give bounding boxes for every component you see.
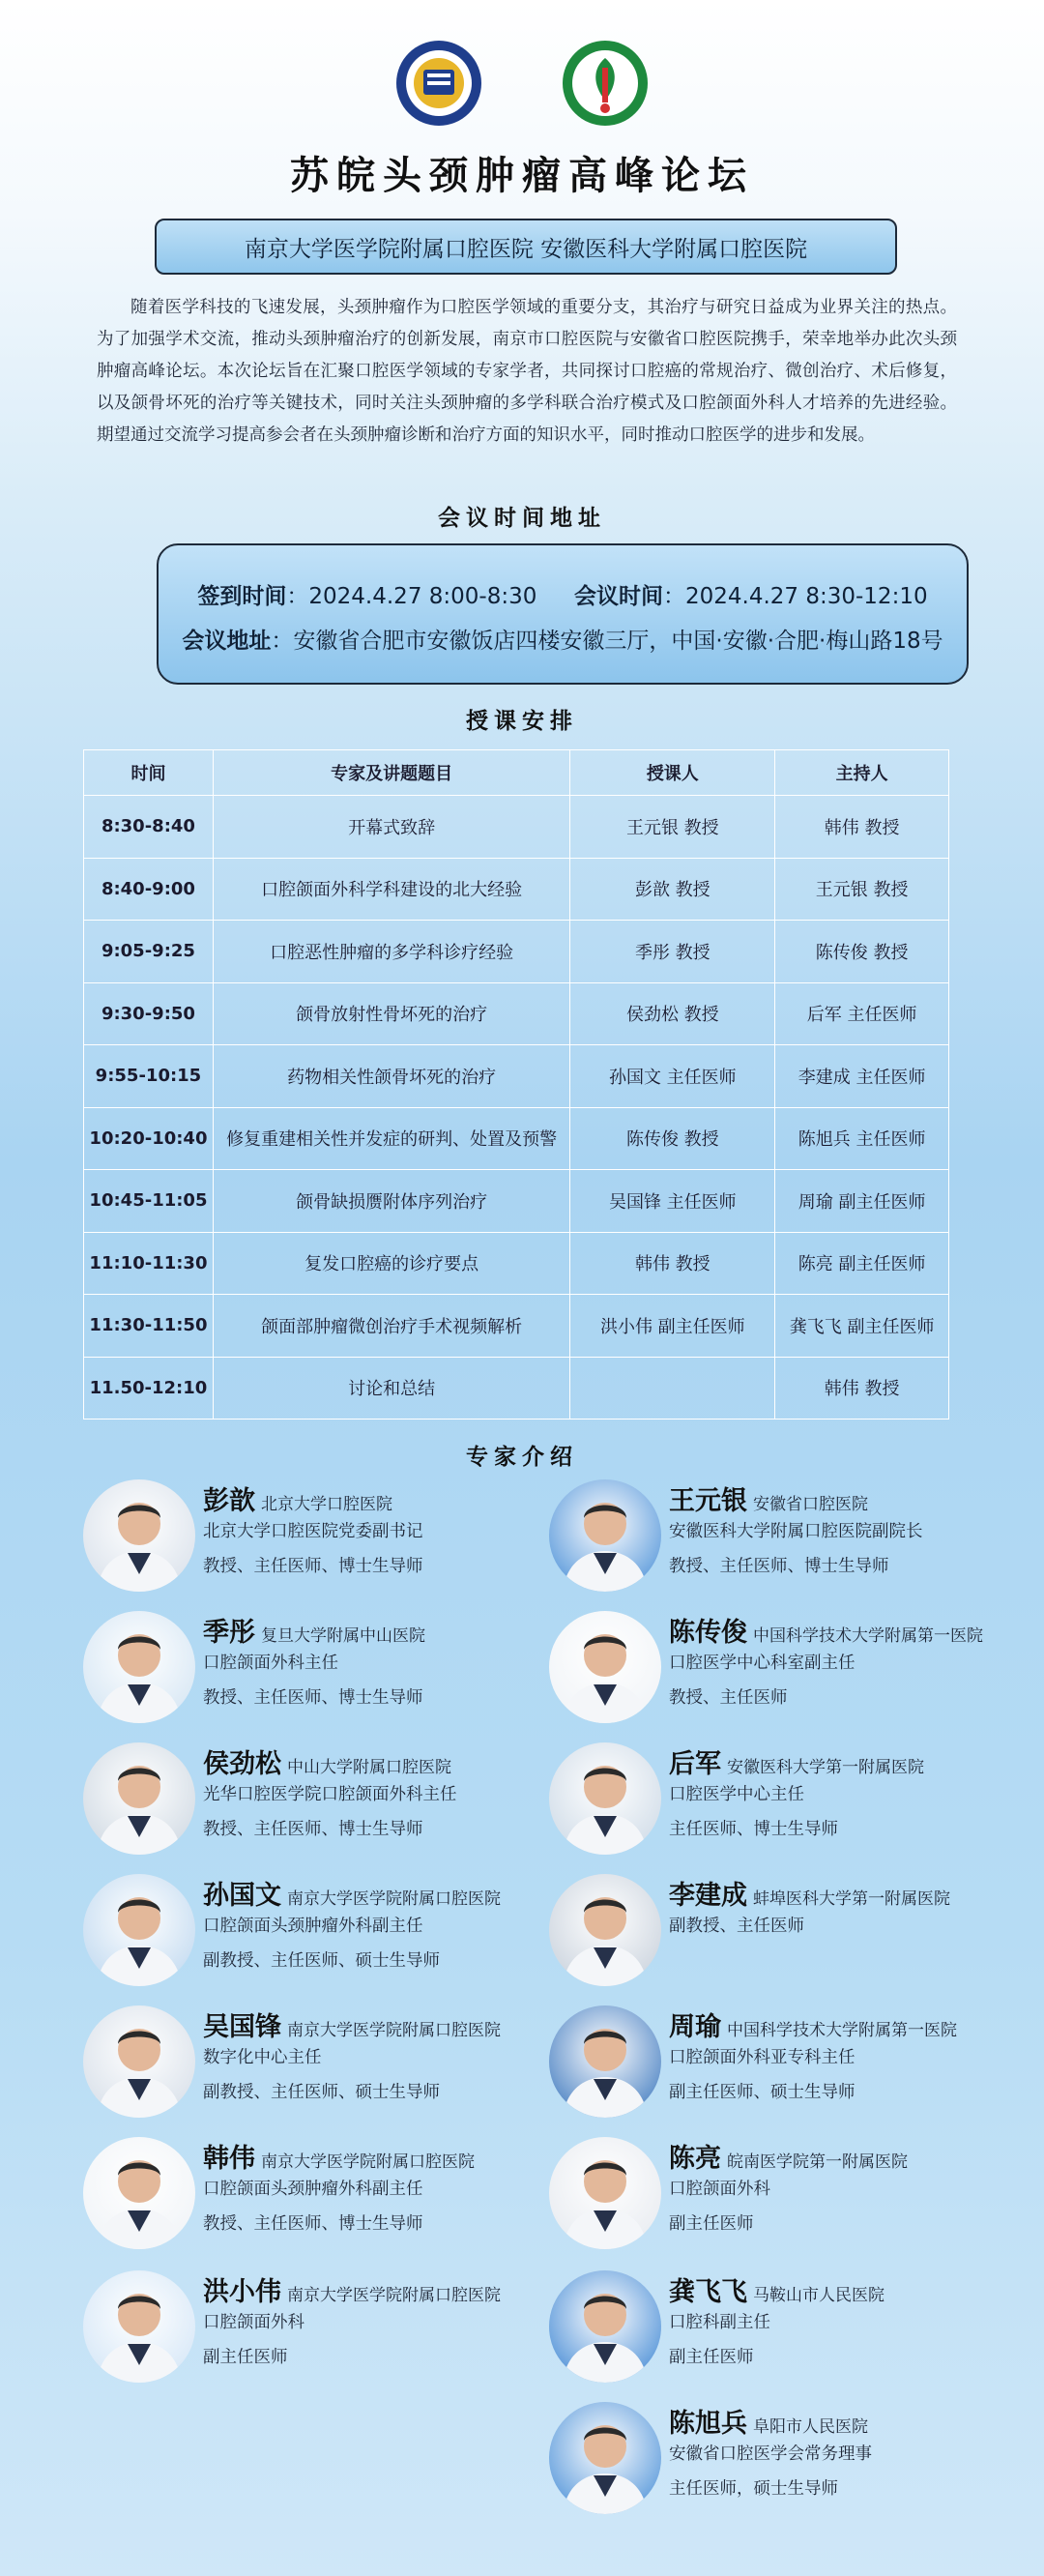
avatar xyxy=(83,1611,195,1723)
cell-host: 陈亮 副主任医师 xyxy=(775,1232,949,1295)
cell-time: 9:55-10:15 xyxy=(84,1045,214,1108)
expert-title: 安徽医科大学附属口腔医院副院长 xyxy=(669,1522,923,1541)
avatar xyxy=(549,1611,661,1723)
cell-host: 陈旭兵 主任医师 xyxy=(775,1107,949,1170)
expert-name: 周瑜 xyxy=(669,2012,721,2042)
cell-speaker: 王元银 教授 xyxy=(570,796,775,859)
expert-hospital: 皖南医学院第一附属医院 xyxy=(727,2152,908,2172)
expert-hospital: 安徽医科大学第一附属医院 xyxy=(727,1758,924,1777)
table-row xyxy=(84,1170,949,1233)
expert-name: 洪小伟 xyxy=(203,2277,281,2307)
avatar xyxy=(549,2402,661,2514)
expert-title: 安徽省口腔医学会常务理事 xyxy=(669,2444,872,2464)
expert-rank: 教授、主任医师 xyxy=(669,1688,788,1708)
cell-topic: 复发口腔癌的诊疗要点 xyxy=(213,1232,570,1295)
cell-host: 韩伟 教授 xyxy=(775,796,949,859)
cell-speaker: 孙国文 主任医师 xyxy=(570,1045,775,1108)
expert-name: 季彤 xyxy=(203,1618,255,1648)
expert-rank: 副主任医师、硕士生导师 xyxy=(669,2083,856,2102)
expert-rank: 副教授、主任医师、硕士生导师 xyxy=(203,2083,440,2102)
expert-rank: 副主任医师 xyxy=(669,2348,754,2367)
expert-card xyxy=(549,1742,1013,1859)
expert-hospital: 南京大学医学院附属口腔医院 xyxy=(287,2286,501,2305)
expert-hospital: 北京大学口腔医院 xyxy=(261,1495,392,1514)
header-topic: 专家及讲题题目 xyxy=(213,750,570,796)
cell-time: 9:05-9:25 xyxy=(84,921,214,983)
table-row xyxy=(84,1295,949,1358)
expert-card xyxy=(549,2137,1013,2253)
meeting-section-title: 会议时间地址 xyxy=(438,505,606,531)
expert-hospital: 中山大学附属口腔医院 xyxy=(287,1758,451,1777)
meeting-time-line xyxy=(159,574,967,619)
cell-speaker: 吴国锋 主任医师 xyxy=(570,1170,775,1233)
expert-hospital: 南京大学医学院附属口腔医院 xyxy=(287,2021,501,2040)
cell-topic: 开幕式致辞 xyxy=(213,796,570,859)
table-row xyxy=(84,1045,949,1108)
expert-title: 口腔科副主任 xyxy=(669,2313,770,2332)
avatar xyxy=(549,2005,661,2118)
expert-rank: 教授、主任医师、博士生导师 xyxy=(669,1557,889,1576)
time-value: ：2024.4.27 8:30-12:10 xyxy=(662,584,928,609)
experts-section-title: 专家介绍 xyxy=(466,1444,578,1470)
expert-card xyxy=(549,2402,1013,2518)
avatar xyxy=(549,1874,661,1986)
avatar xyxy=(83,1742,195,1855)
cell-topic: 颌骨放射性骨坏死的治疗 xyxy=(213,982,570,1045)
cell-topic: 口腔恶性肿瘤的多学科诊疗经验 xyxy=(213,921,570,983)
cell-speaker: 洪小伟 副主任医师 xyxy=(570,1295,775,1358)
meeting-address-line xyxy=(159,619,967,663)
addr-label: 会议地址 xyxy=(182,629,272,654)
cell-time: 8:30-8:40 xyxy=(84,796,214,859)
expert-name: 陈旭兵 xyxy=(669,2409,747,2439)
table-row xyxy=(84,1232,949,1295)
cell-time: 8:40-9:00 xyxy=(84,858,214,921)
expert-card xyxy=(83,1742,547,1859)
cell-time: 9:30-9:50 xyxy=(84,982,214,1045)
cell-speaker: 韩伟 教授 xyxy=(570,1232,775,1295)
avatar xyxy=(549,2270,661,2383)
cell-time: 11:30-11:50 xyxy=(84,1295,214,1358)
avatar xyxy=(83,1874,195,1986)
expert-rank: 教授、主任医师、博士生导师 xyxy=(203,1688,423,1708)
cell-topic: 药物相关性颌骨坏死的治疗 xyxy=(213,1045,570,1108)
cell-time: 11.50-12:10 xyxy=(84,1357,214,1420)
expert-title: 数字化中心主任 xyxy=(203,2048,322,2067)
expert-title: 口腔颌面外科 xyxy=(669,2180,770,2199)
cell-time: 11:10-11:30 xyxy=(84,1232,214,1295)
expert-name: 王元银 xyxy=(669,1486,747,1516)
expert-hospital: 马鞍山市人民医院 xyxy=(753,2286,884,2305)
table-row xyxy=(84,796,949,859)
cell-speaker xyxy=(570,1357,775,1420)
expert-hospital: 中国科学技术大学附属第一医院 xyxy=(727,2021,957,2040)
cell-speaker: 季彤 教授 xyxy=(570,921,775,983)
expert-title: 副教授、主任医师 xyxy=(669,1917,804,1936)
cell-topic: 颌骨缺损赝附体序列治疗 xyxy=(213,1170,570,1233)
table-row xyxy=(84,921,949,983)
expert-card xyxy=(83,2270,547,2386)
expert-rank: 教授、主任医师、博士生导师 xyxy=(203,1820,423,1839)
header-host: 主持人 xyxy=(775,750,949,796)
header-time: 时间 xyxy=(84,750,214,796)
table-header-row xyxy=(84,750,949,796)
cell-host: 周瑜 副主任医师 xyxy=(775,1170,949,1233)
signin-value: ：2024.4.27 8:00-8:30 xyxy=(286,584,537,609)
expert-hospital: 阜阳市人民医院 xyxy=(753,2417,868,2437)
expert-rank: 副主任医师 xyxy=(203,2348,288,2367)
expert-hospital: 南京大学医学院附属口腔医院 xyxy=(261,2152,475,2172)
expert-rank: 主任医师、博士生导师 xyxy=(669,1820,838,1839)
expert-rank: 副教授、主任医师、硕士生导师 xyxy=(203,1951,440,1971)
expert-name: 陈亮 xyxy=(669,2144,721,2174)
table-row xyxy=(84,1357,949,1420)
avatar xyxy=(549,1479,661,1592)
expert-name: 孙国文 xyxy=(203,1881,281,1911)
expert-hospital: 南京大学医学院附属口腔医院 xyxy=(287,1889,501,1909)
expert-rank: 教授、主任医师、博士生导师 xyxy=(203,2214,423,2234)
expert-name: 韩伟 xyxy=(203,2144,255,2174)
addr-value: ：安徽省合肥市安徽饭店四楼安徽三厅，中国·安徽·合肥·梅山路18号 xyxy=(271,629,943,654)
expert-hospital: 安徽省口腔医院 xyxy=(753,1495,868,1514)
expert-title: 口腔医学中心科室副主任 xyxy=(669,1654,856,1673)
cell-host: 李建成 主任医师 xyxy=(775,1045,949,1108)
avatar xyxy=(83,2137,195,2249)
cell-topic: 颌面部肿瘤微创治疗手术视频解析 xyxy=(213,1295,570,1358)
table-row xyxy=(84,982,949,1045)
schedule-body xyxy=(84,796,949,1420)
table-row xyxy=(84,1107,949,1170)
cell-topic: 讨论和总结 xyxy=(213,1357,570,1420)
cell-host: 后军 主任医师 xyxy=(775,982,949,1045)
signin-label: 签到时间 xyxy=(197,584,287,609)
experts-grid xyxy=(0,1479,1044,2543)
expert-card xyxy=(83,2137,547,2253)
expert-card xyxy=(83,1479,547,1595)
cell-speaker: 陈传俊 教授 xyxy=(570,1107,775,1170)
expert-title: 口腔颌面外科 xyxy=(203,2313,304,2332)
cell-speaker: 侯劲松 教授 xyxy=(570,982,775,1045)
expert-hospital: 复旦大学附属中山医院 xyxy=(261,1626,425,1646)
intro-paragraph: 随着医学科技的飞速发展，头颈肿瘤作为口腔医学领域的重要分支，其治疗与研究日益成为业界关注的热点。为了加强学术交流，推动头颈肿瘤治疗的创新发展，南京市口腔医院与安徽省口腔医院携手，荣幸地举办此次头颈肿瘤高峰论坛。本次论坛旨在汇聚口腔医学领域的专家学者，共同探讨口腔癌的常规治疗、微创治疗、术后修复，以及颌骨坏死的治疗等关键技术，同时关注头颈肿瘤的多学科联合治疗模式及口腔颌面外科人才培养的先进经验。期望通过交流学习提高参会者在头颈肿瘤诊断和治疗方面的知识水平，同时推动口腔医学的进步和发展。 xyxy=(97,298,957,445)
cell-time: 10:45-11:05 xyxy=(84,1170,214,1233)
meeting-info-box xyxy=(157,543,969,685)
cell-topic: 修复重建相关性并发症的研判、处置及预警 xyxy=(213,1107,570,1170)
expert-title: 口腔颌面外科主任 xyxy=(203,1654,338,1673)
expert-card xyxy=(83,2005,547,2122)
expert-card xyxy=(83,1874,547,1990)
expert-title: 口腔颌面头颈肿瘤外科副主任 xyxy=(203,2180,423,2199)
schedule-section-title: 授课安排 xyxy=(466,708,578,734)
avatar xyxy=(83,1479,195,1592)
expert-rank: 教授、主任医师、博士生导师 xyxy=(203,1557,423,1576)
expert-name: 彭歆 xyxy=(203,1486,255,1516)
avatar xyxy=(549,1742,661,1855)
time-label: 会议时间 xyxy=(573,584,663,609)
schedule-table xyxy=(83,749,949,1420)
expert-name: 吴国锋 xyxy=(203,2012,281,2042)
expert-title: 光华口腔医学院口腔颌面外科主任 xyxy=(203,1785,457,1804)
expert-name: 龚飞飞 xyxy=(669,2277,747,2307)
expert-title: 口腔颌面头颈肿瘤外科副主任 xyxy=(203,1917,423,1936)
organizers-banner: 南京大学医学院附属口腔医院 安徽医科大学附属口腔医院 xyxy=(155,219,897,275)
cell-time: 10:20-10:40 xyxy=(84,1107,214,1170)
expert-card xyxy=(549,1611,1013,1727)
header-speaker: 授课人 xyxy=(570,750,775,796)
avatar xyxy=(83,2005,195,2118)
cell-host: 韩伟 教授 xyxy=(775,1357,949,1420)
expert-rank: 副主任医师 xyxy=(669,2214,754,2234)
expert-hospital: 中国科学技术大学附属第一医院 xyxy=(753,1626,983,1646)
cell-host: 陈传俊 教授 xyxy=(775,921,949,983)
school-emblem-icon xyxy=(394,39,483,128)
cell-host: 龚飞飞 副主任医师 xyxy=(775,1295,949,1358)
cell-speaker: 彭歆 教授 xyxy=(570,858,775,921)
expert-title: 口腔医学中心主任 xyxy=(669,1785,804,1804)
cell-topic: 口腔颌面外科学科建设的北大经验 xyxy=(213,858,570,921)
cell-host: 王元银 教授 xyxy=(775,858,949,921)
expert-name: 李建成 xyxy=(669,1881,747,1911)
expert-title: 北京大学口腔医院党委副书记 xyxy=(203,1522,423,1541)
avatar xyxy=(549,2137,661,2249)
expert-name: 侯劲松 xyxy=(203,1749,281,1779)
expert-card xyxy=(549,1479,1013,1595)
expert-rank: 主任医师，硕士生导师 xyxy=(669,2479,838,2499)
table-row xyxy=(84,858,949,921)
expert-card xyxy=(549,2270,1013,2386)
hospital-emblem-icon xyxy=(561,39,650,128)
expert-card xyxy=(83,1611,547,1727)
logo-row xyxy=(0,39,1044,128)
expert-name: 后军 xyxy=(669,1749,721,1779)
forum-title: 苏皖头颈肿瘤高峰论坛 xyxy=(290,153,754,198)
expert-name: 陈传俊 xyxy=(669,1618,747,1648)
expert-card xyxy=(549,2005,1013,2122)
expert-hospital: 蚌埠医科大学第一附属医院 xyxy=(753,1889,950,1909)
expert-card xyxy=(549,1874,1013,1990)
expert-title: 口腔颌面外科亚专科主任 xyxy=(669,2048,856,2067)
avatar xyxy=(83,2270,195,2383)
